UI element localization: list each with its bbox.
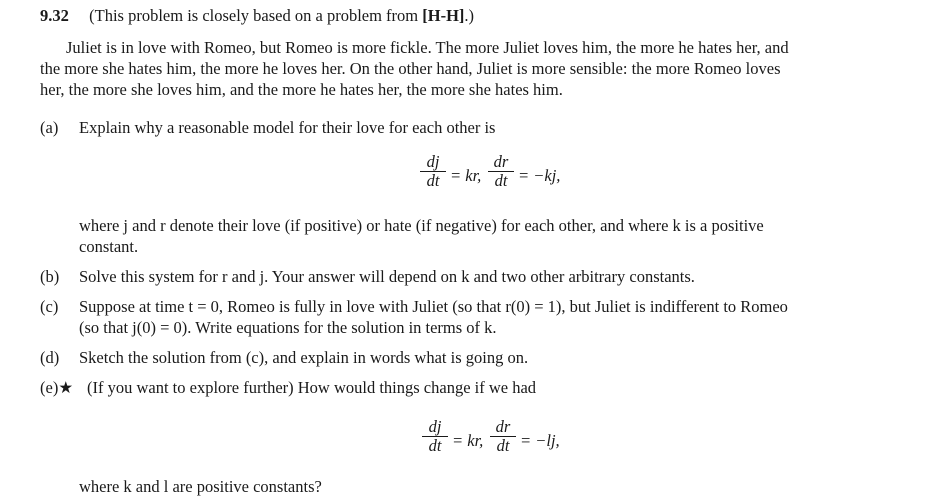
fraction-dr-dt	[490, 418, 516, 455]
rhs-2: = −kj,	[518, 166, 561, 185]
part-d-label: (d)	[40, 348, 60, 367]
numerator: dj	[422, 418, 448, 437]
rhs-1: = kr,	[452, 431, 484, 450]
intro-line-2: the more she hates him, the more he loves her. On the other hand, Juliet is more sensible: the more Romeo loves	[40, 59, 781, 78]
header-text-after: .)	[464, 6, 475, 25]
fraction-dj-dt	[420, 153, 446, 190]
problem-header	[40, 6, 474, 26]
part-a-label: (a)	[40, 118, 59, 137]
part-a-after-line-2: constant.	[79, 237, 139, 256]
part-a-text: Explain why a reasonable model for their love for each other is	[79, 118, 496, 137]
intro-line-3: her, the more she loves him, and the more he hates her, the more she hates him.	[40, 80, 563, 99]
problem-number: 9.32	[40, 6, 69, 25]
fraction-dj-dt	[422, 418, 448, 455]
denominator: dt	[496, 436, 510, 455]
intro-line-1: Juliet is in love with Romeo, but Romeo is more fickle. The more Juliet loves him, the more he hates her, and	[66, 38, 789, 57]
part-b-text: Solve this system for r and j. Your answer will depend on k and two other arbitrary constants.	[79, 267, 695, 286]
reference-link: [H-H]	[422, 6, 465, 25]
numerator: dr	[490, 418, 516, 437]
rhs-1: = kr,	[450, 166, 482, 185]
part-e-after: where k and l are positive constants?	[79, 477, 322, 496]
part-b-label: (b)	[40, 267, 60, 286]
numerator: dr	[488, 153, 514, 172]
denominator: dt	[494, 171, 508, 190]
part-c-label: (c)	[40, 297, 59, 316]
part-e-label: (e)★	[40, 378, 74, 397]
numerator: dj	[420, 153, 446, 172]
part-c-line-2: (so that j(0) = 0). Write equations for the solution in terms of k.	[79, 318, 497, 337]
denominator: dt	[426, 171, 440, 190]
rhs-2: = −lj,	[520, 431, 560, 450]
part-c-line-1: Suppose at time t = 0, Romeo is fully in love with Juliet (so that r(0) = 1), but Juliet is indifferent to Romeo	[79, 297, 788, 316]
header-text-before: (This problem is closely based on a problem from	[89, 6, 423, 25]
part-d-text: Sketch the solution from (c), and explain in words what is going on.	[79, 348, 529, 367]
part-a-after-line-1: where j and r denote their love (if positive) or hate (if negative) for each other, and where k is a positive	[79, 216, 764, 235]
denominator: dt	[428, 436, 442, 455]
part-e-text: (If you want to explore further) How would things change if we had	[87, 378, 537, 397]
fraction-dr-dt	[488, 153, 514, 190]
